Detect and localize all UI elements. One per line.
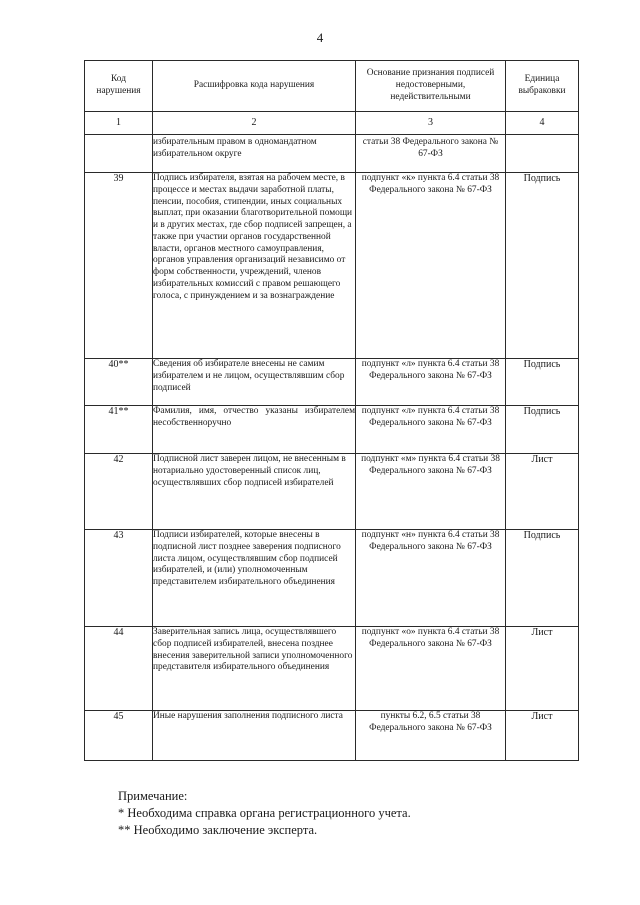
row-basis: статьи 38 Федерального закона № 67-ФЗ [356, 135, 506, 173]
note-item: * Необходима справка органа регистрационного учета. [118, 806, 411, 820]
table-row [85, 406, 579, 454]
row-code: 44 [85, 627, 153, 711]
row-unit: Подпись [506, 530, 579, 627]
table-row [85, 173, 579, 359]
header-basis: Основание признания подписей недостоверными, недействительными [356, 61, 506, 112]
row-unit: Подпись [506, 173, 579, 359]
table-row [85, 359, 579, 406]
row-code: 42 [85, 454, 153, 530]
row-unit: Подпись [506, 406, 579, 454]
row-basis: пункты 6.2, 6.5 статьи 38 Федерального закона № 67-ФЗ [356, 711, 506, 761]
row-basis: подпункт «л» пункта 6.4 статьи 38 Федерального закона № 67-ФЗ [356, 359, 506, 406]
row-description: избирательным правом в одномандатном избирательном округе [153, 135, 356, 173]
violations-table [84, 60, 579, 761]
table-row [85, 135, 579, 173]
row-description: Заверительная запись лица, осуществлявшего сбор подписей избирателей, внесена позднее внесения заверительной записи уполномоченного представителя избирательного объединения [153, 627, 356, 711]
row-description: Фамилия, имя, отчество указаны избирателем несобственноручно [153, 406, 356, 454]
row-description: Подписной лист заверен лицом, не внесенным в нотариально удостоверенный список лиц, осуществлявших сбор подписей избирателей [153, 454, 356, 530]
note-item: ** Необходимо заключение эксперта. [118, 823, 318, 837]
table-row [85, 627, 579, 711]
notes-title: Примечание: [118, 789, 188, 803]
table-header-row [85, 61, 579, 112]
row-basis: подпункт «о» пункта 6.4 статьи 38 Федерального закона № 67-ФЗ [356, 627, 506, 711]
header-unit: Единица выбраковки [506, 61, 579, 112]
row-unit: Лист [506, 627, 579, 711]
row-description: Иные нарушения заполнения подписного листа [153, 711, 356, 761]
row-basis: подпункт «к» пункта 6.4 статьи 38 Федерального закона № 67-ФЗ [356, 173, 506, 359]
row-basis: подпункт «м» пункта 6.4 статьи 38 Федерального закона № 67-ФЗ [356, 454, 506, 530]
column-number-row [85, 112, 579, 135]
row-description: Подписи избирателей, которые внесены в подписной лист позднее заверения подписного листа лицом, осуществлявшим сбор подписей избирателей, и (или) уполномоченным представителем избирательного объединения [153, 530, 356, 627]
row-description: Подпись избирателя, взятая на рабочем месте, в процессе и местах выдачи заработной платы, пенсии, пособия, стипендии, иных социальных выплат, при оказании благотворительной помощи и в других местах, где сбор подписей запрещен, а также при участии органов государственной власти, органов местного самоуправления, органов управления организаций независимо от форм собственности, учреждений, членов избирательных комиссий с правом решающего голоса, с принуждением и за вознаграждение [153, 173, 356, 359]
row-unit: Подпись [506, 359, 579, 406]
row-code: 43 [85, 530, 153, 627]
table-row [85, 530, 579, 627]
table-row [85, 711, 579, 761]
row-basis: подпункт «л» пункта 6.4 статьи 38 Федерального закона № 67-ФЗ [356, 406, 506, 454]
column-number: 2 [153, 112, 356, 135]
row-code: 40** [85, 359, 153, 406]
row-description: Сведения об избирателе внесены не самим избирателем и не лицом, осуществлявшим сбор подписей [153, 359, 356, 406]
column-number: 1 [85, 112, 153, 135]
row-code: 45 [85, 711, 153, 761]
page-number: 4 [316, 30, 324, 45]
row-unit: Лист [506, 454, 579, 530]
row-code: 39 [85, 173, 153, 359]
row-basis: подпункт «н» пункта 6.4 статьи 38 Федерального закона № 67-ФЗ [356, 530, 506, 627]
row-unit [506, 135, 579, 173]
row-code: 41** [85, 406, 153, 454]
column-number: 4 [506, 112, 579, 135]
header-description: Расшифровка кода нарушения [153, 61, 356, 112]
header-code: Код нарушения [85, 61, 153, 112]
table-row [85, 454, 579, 530]
notes-section [118, 788, 411, 839]
row-unit: Лист [506, 711, 579, 761]
column-number: 3 [356, 112, 506, 135]
row-code [85, 135, 153, 173]
